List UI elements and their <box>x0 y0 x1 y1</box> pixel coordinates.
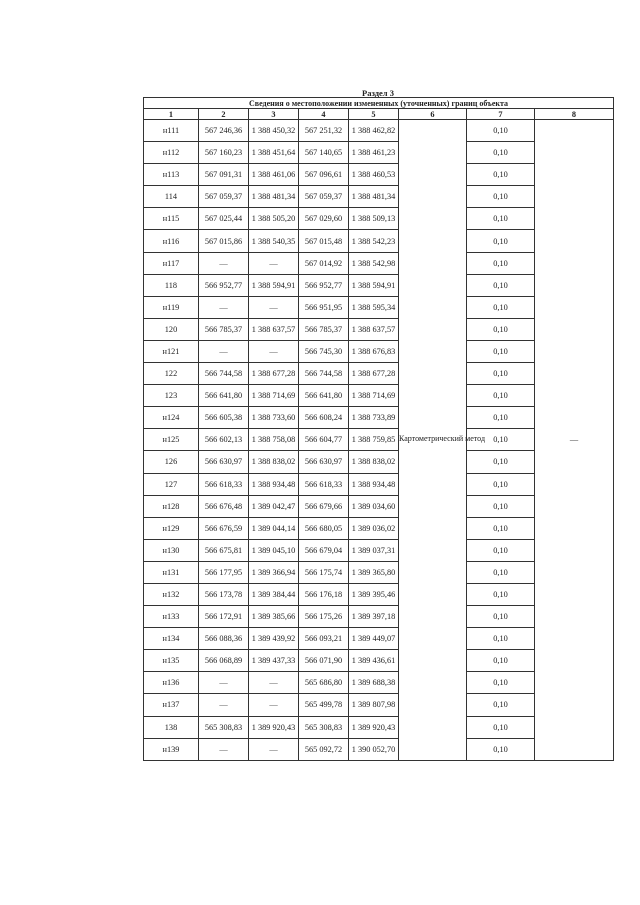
point-name-cell: н119 <box>144 296 199 318</box>
accuracy-cell: 0,10 <box>467 120 535 142</box>
new-y-cell: 1 389 034,60 <box>349 495 399 517</box>
point-name-cell: н128 <box>144 495 199 517</box>
point-name-cell: н137 <box>144 694 199 716</box>
new-y-cell: 1 388 676,83 <box>349 340 399 362</box>
old-x-cell: — <box>199 738 249 760</box>
old-x-cell: 566 068,89 <box>199 650 249 672</box>
column-8-cell: — <box>535 120 614 761</box>
accuracy-cell: 0,10 <box>467 495 535 517</box>
new-x-cell: 566 951,95 <box>299 296 349 318</box>
old-y-cell: 1 389 042,47 <box>249 495 299 517</box>
point-name-cell: н135 <box>144 650 199 672</box>
point-name-cell: н115 <box>144 208 199 230</box>
accuracy-cell: 0,10 <box>467 142 535 164</box>
new-x-cell: 567 014,92 <box>299 252 349 274</box>
accuracy-cell: 0,10 <box>467 628 535 650</box>
old-y-cell: 1 388 758,08 <box>249 429 299 451</box>
old-y-cell: 1 389 384,44 <box>249 583 299 605</box>
point-name-cell: н133 <box>144 606 199 628</box>
old-x-cell: 566 952,77 <box>199 274 249 296</box>
accuracy-cell: 0,10 <box>467 274 535 296</box>
accuracy-cell: 0,10 <box>467 164 535 186</box>
new-y-cell: 1 388 637,57 <box>349 318 399 340</box>
accuracy-cell: 0,10 <box>467 738 535 760</box>
new-x-cell: 566 679,04 <box>299 539 349 561</box>
point-name-cell: 123 <box>144 385 199 407</box>
old-x-cell: — <box>199 694 249 716</box>
new-y-cell: 1 389 436,61 <box>349 650 399 672</box>
new-x-cell: 565 308,83 <box>299 716 349 738</box>
accuracy-cell: 0,10 <box>467 539 535 561</box>
point-name-cell: 114 <box>144 186 199 208</box>
old-x-cell: 566 630,97 <box>199 451 249 473</box>
old-y-cell: 1 388 594,91 <box>249 274 299 296</box>
point-name-cell: н124 <box>144 407 199 429</box>
point-name-cell: н134 <box>144 628 199 650</box>
old-y-cell: 1 388 733,60 <box>249 407 299 429</box>
old-y-cell: 1 388 637,57 <box>249 318 299 340</box>
old-x-cell: 566 172,91 <box>199 606 249 628</box>
old-x-cell: 567 015,86 <box>199 230 249 252</box>
new-x-cell: 566 680,05 <box>299 517 349 539</box>
accuracy-cell: 0,10 <box>467 451 535 473</box>
accuracy-cell: 0,10 <box>467 385 535 407</box>
new-x-cell: 567 140,65 <box>299 142 349 164</box>
method-cell: Картометрический метод <box>399 120 467 761</box>
old-y-cell: 1 389 044,14 <box>249 517 299 539</box>
point-name-cell: н111 <box>144 120 199 142</box>
accuracy-cell: 0,10 <box>467 716 535 738</box>
old-x-cell: 566 605,38 <box>199 407 249 429</box>
new-y-cell: 1 388 542,23 <box>349 230 399 252</box>
point-name-cell: 118 <box>144 274 199 296</box>
new-x-cell: 567 029,60 <box>299 208 349 230</box>
accuracy-cell: 0,10 <box>467 517 535 539</box>
new-x-cell: 566 608,24 <box>299 407 349 429</box>
accuracy-cell: 0,10 <box>467 429 535 451</box>
old-y-cell: 1 388 505,20 <box>249 208 299 230</box>
boundary-coordinates-table <box>143 97 614 761</box>
point-name-cell: н130 <box>144 539 199 561</box>
point-name-cell: н139 <box>144 738 199 760</box>
new-x-cell: 566 071,90 <box>299 650 349 672</box>
old-x-cell: 567 160,23 <box>199 142 249 164</box>
accuracy-cell: 0,10 <box>467 694 535 716</box>
old-y-cell: — <box>249 738 299 760</box>
old-y-cell: 1 389 439,92 <box>249 628 299 650</box>
old-y-cell: — <box>249 694 299 716</box>
old-x-cell: 566 675,81 <box>199 539 249 561</box>
new-y-cell: 1 388 759,85 <box>349 429 399 451</box>
new-y-cell: 1 388 733,89 <box>349 407 399 429</box>
table-body <box>144 120 614 761</box>
accuracy-cell: 0,10 <box>467 296 535 318</box>
old-x-cell: 567 025,44 <box>199 208 249 230</box>
new-x-cell: 567 096,61 <box>299 164 349 186</box>
new-y-cell: 1 388 594,91 <box>349 274 399 296</box>
new-y-cell: 1 388 838,02 <box>349 451 399 473</box>
old-x-cell: 566 618,33 <box>199 473 249 495</box>
column-number: 4 <box>299 109 349 120</box>
point-name-cell: н117 <box>144 252 199 274</box>
old-x-cell: 567 246,36 <box>199 120 249 142</box>
accuracy-cell: 0,10 <box>467 650 535 672</box>
new-y-cell: 1 388 460,53 <box>349 164 399 186</box>
accuracy-cell: 0,10 <box>467 340 535 362</box>
old-y-cell: 1 389 366,94 <box>249 561 299 583</box>
new-y-cell: 1 389 395,46 <box>349 583 399 605</box>
column-number: 6 <box>399 109 467 120</box>
old-y-cell: 1 388 934,48 <box>249 473 299 495</box>
new-y-cell: 1 388 461,23 <box>349 142 399 164</box>
new-x-cell: 565 686,80 <box>299 672 349 694</box>
new-y-cell: 1 388 542,98 <box>349 252 399 274</box>
new-x-cell: 566 604,77 <box>299 429 349 451</box>
point-name-cell: н112 <box>144 142 199 164</box>
accuracy-cell: 0,10 <box>467 230 535 252</box>
new-y-cell: 1 389 397,18 <box>349 606 399 628</box>
point-name-cell: 126 <box>144 451 199 473</box>
accuracy-cell: 0,10 <box>467 583 535 605</box>
old-y-cell: — <box>249 672 299 694</box>
old-y-cell: — <box>249 340 299 362</box>
old-x-cell: 566 785,37 <box>199 318 249 340</box>
old-y-cell: — <box>249 252 299 274</box>
accuracy-cell: 0,10 <box>467 606 535 628</box>
old-x-cell: 566 676,59 <box>199 517 249 539</box>
new-x-cell: 565 499,78 <box>299 694 349 716</box>
point-name-cell: н116 <box>144 230 199 252</box>
new-y-cell: 1 389 807,98 <box>349 694 399 716</box>
new-x-cell: 566 785,37 <box>299 318 349 340</box>
new-y-cell: 1 388 934,48 <box>349 473 399 495</box>
new-x-cell: 566 618,33 <box>299 473 349 495</box>
table-caption: Сведения о местоположении измененных (уточненных) границ объекта <box>144 98 614 109</box>
old-y-cell: 1 388 481,34 <box>249 186 299 208</box>
point-name-cell: н113 <box>144 164 199 186</box>
point-name-cell: 122 <box>144 363 199 385</box>
old-x-cell: — <box>199 340 249 362</box>
old-x-cell: 566 744,58 <box>199 363 249 385</box>
point-name-cell: н125 <box>144 429 199 451</box>
new-y-cell: 1 390 052,70 <box>349 738 399 760</box>
new-x-cell: 566 744,58 <box>299 363 349 385</box>
old-y-cell: 1 388 838,02 <box>249 451 299 473</box>
accuracy-cell: 0,10 <box>467 672 535 694</box>
old-y-cell: 1 388 461,06 <box>249 164 299 186</box>
new-x-cell: 566 745,30 <box>299 340 349 362</box>
old-y-cell: 1 388 540,35 <box>249 230 299 252</box>
section-title: Раздел 3 <box>362 88 394 98</box>
old-y-cell: 1 389 437,33 <box>249 650 299 672</box>
point-name-cell: 138 <box>144 716 199 738</box>
accuracy-cell: 0,10 <box>467 561 535 583</box>
old-x-cell: 566 088,36 <box>199 628 249 650</box>
old-x-cell: — <box>199 672 249 694</box>
accuracy-cell: 0,10 <box>467 363 535 385</box>
old-y-cell: 1 389 045,10 <box>249 539 299 561</box>
new-y-cell: 1 389 449,07 <box>349 628 399 650</box>
new-x-cell: 565 092,72 <box>299 738 349 760</box>
new-x-cell: 566 679,66 <box>299 495 349 517</box>
new-y-cell: 1 389 037,31 <box>349 539 399 561</box>
new-x-cell: 567 015,48 <box>299 230 349 252</box>
point-name-cell: н121 <box>144 340 199 362</box>
old-x-cell: 566 676,48 <box>199 495 249 517</box>
new-x-cell: 567 059,37 <box>299 186 349 208</box>
old-y-cell: — <box>249 296 299 318</box>
point-name-cell: 120 <box>144 318 199 340</box>
point-name-cell: 127 <box>144 473 199 495</box>
new-x-cell: 566 175,74 <box>299 561 349 583</box>
point-name-cell: н131 <box>144 561 199 583</box>
accuracy-cell: 0,10 <box>467 208 535 230</box>
column-number: 2 <box>199 109 249 120</box>
accuracy-cell: 0,10 <box>467 473 535 495</box>
old-x-cell: 566 602,13 <box>199 429 249 451</box>
column-number: 8 <box>535 109 614 120</box>
old-y-cell: 1 389 920,43 <box>249 716 299 738</box>
accuracy-cell: 0,10 <box>467 252 535 274</box>
old-y-cell: 1 388 450,32 <box>249 120 299 142</box>
new-x-cell: 566 176,18 <box>299 583 349 605</box>
new-y-cell: 1 388 509,13 <box>349 208 399 230</box>
new-y-cell: 1 388 595,34 <box>349 296 399 318</box>
new-y-cell: 1 388 677,28 <box>349 363 399 385</box>
old-x-cell: 565 308,83 <box>199 716 249 738</box>
column-number: 1 <box>144 109 199 120</box>
old-x-cell: 567 059,37 <box>199 186 249 208</box>
accuracy-cell: 0,10 <box>467 186 535 208</box>
point-name-cell: н129 <box>144 517 199 539</box>
new-y-cell: 1 388 714,69 <box>349 385 399 407</box>
new-x-cell: 566 093,21 <box>299 628 349 650</box>
point-name-cell: н136 <box>144 672 199 694</box>
column-numbers-row <box>144 109 614 120</box>
old-x-cell: — <box>199 252 249 274</box>
column-number: 3 <box>249 109 299 120</box>
new-x-cell: 566 952,77 <box>299 274 349 296</box>
column-number: 5 <box>349 109 399 120</box>
new-x-cell: 566 641,80 <box>299 385 349 407</box>
old-x-cell: — <box>199 296 249 318</box>
new-y-cell: 1 389 688,38 <box>349 672 399 694</box>
new-y-cell: 1 388 462,82 <box>349 120 399 142</box>
new-x-cell: 566 630,97 <box>299 451 349 473</box>
point-name-cell: н132 <box>144 583 199 605</box>
old-x-cell: 566 173,78 <box>199 583 249 605</box>
column-number: 7 <box>467 109 535 120</box>
new-y-cell: 1 388 481,34 <box>349 186 399 208</box>
new-y-cell: 1 389 036,02 <box>349 517 399 539</box>
new-y-cell: 1 389 365,80 <box>349 561 399 583</box>
old-y-cell: 1 388 451,64 <box>249 142 299 164</box>
old-x-cell: 567 091,31 <box>199 164 249 186</box>
new-y-cell: 1 389 920,43 <box>349 716 399 738</box>
old-y-cell: 1 388 677,28 <box>249 363 299 385</box>
new-x-cell: 567 251,32 <box>299 120 349 142</box>
old-y-cell: 1 389 385,66 <box>249 606 299 628</box>
old-x-cell: 566 641,80 <box>199 385 249 407</box>
accuracy-cell: 0,10 <box>467 407 535 429</box>
new-x-cell: 566 175,26 <box>299 606 349 628</box>
accuracy-cell: 0,10 <box>467 318 535 340</box>
table-row <box>144 120 614 142</box>
old-x-cell: 566 177,95 <box>199 561 249 583</box>
old-y-cell: 1 388 714,69 <box>249 385 299 407</box>
